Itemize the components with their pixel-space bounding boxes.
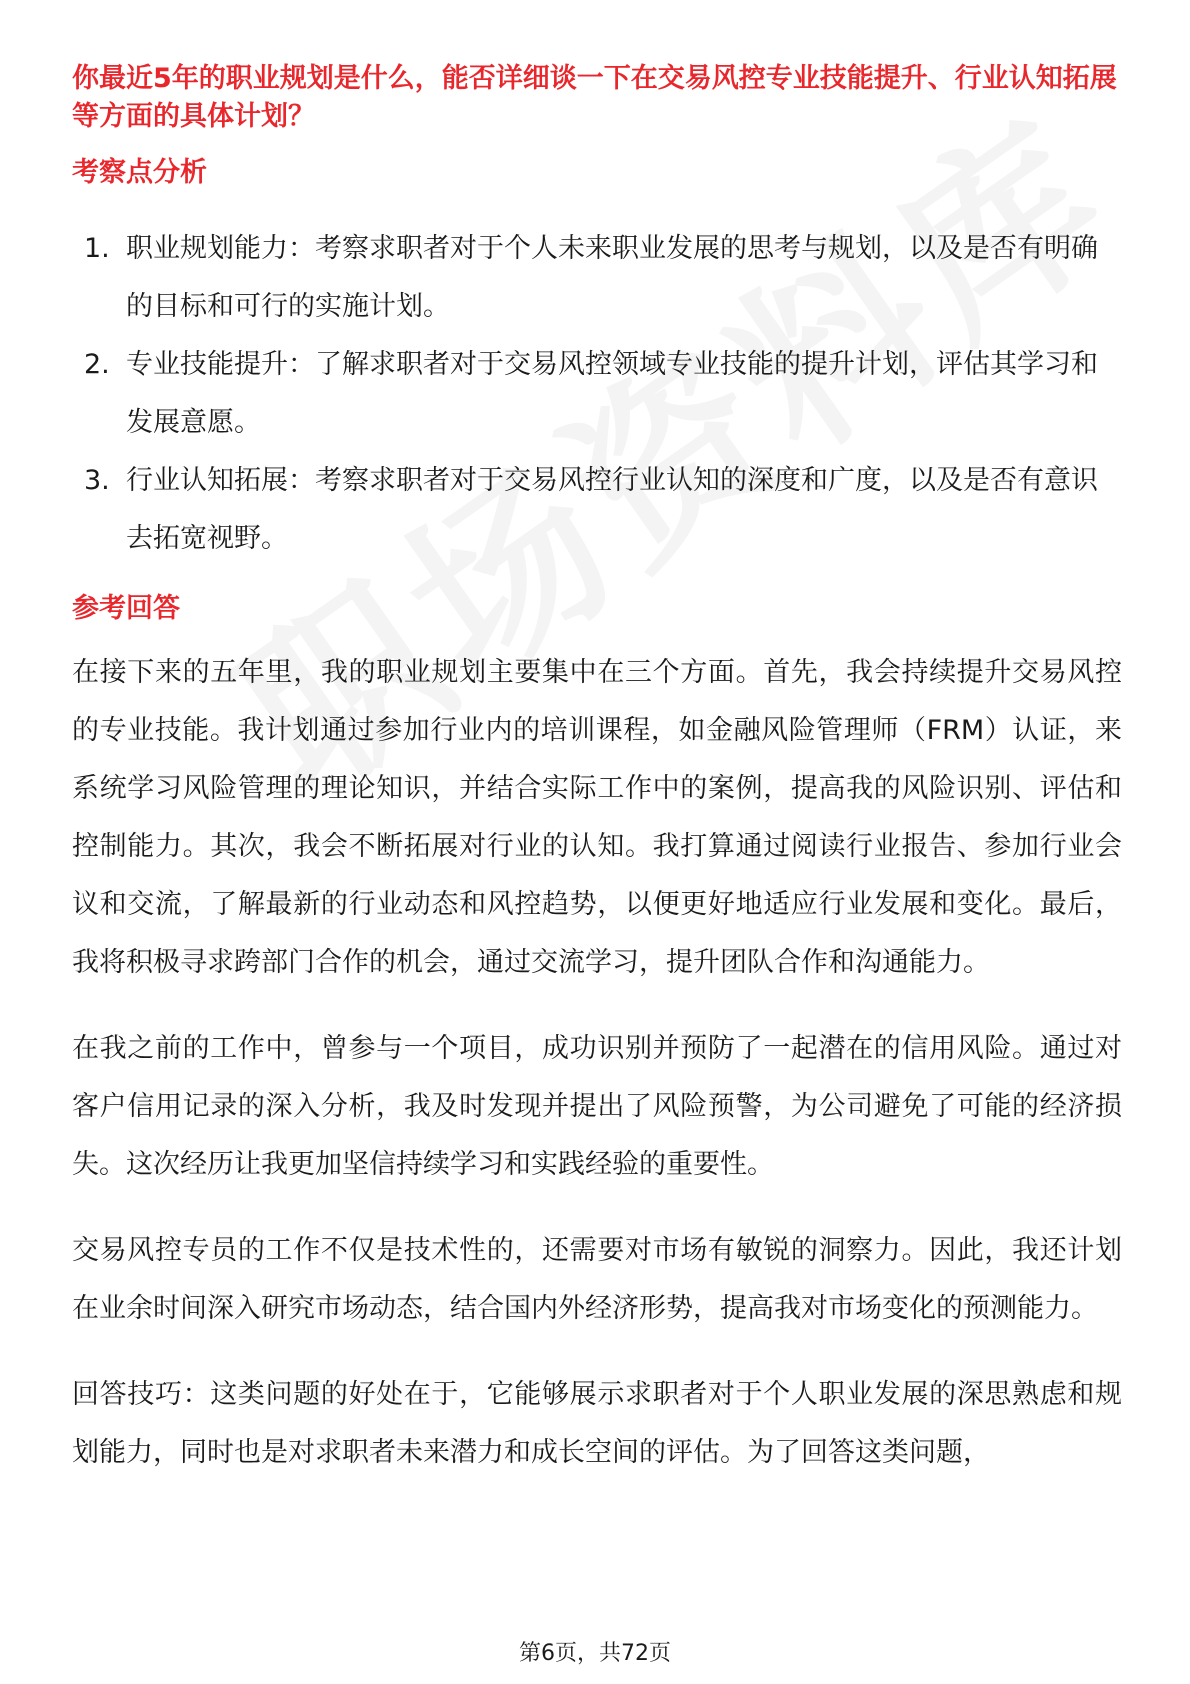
list-item-number: 1. <box>84 233 110 264</box>
analysis-title: 考察点分析 <box>72 157 207 188</box>
list-item-text: 专业技能提升：了解求职者对于交易风控领域专业技能的提升计划，评估其学习和发展意愿。 <box>126 349 1098 438</box>
answer-paragraph: 交易风控专员的工作不仅是技术性的，还需要对市场有敏锐的洞察力。因此，我还计划在业余时间深入研究市场动态，结合国内外经济形势，提高我对市场变化的预测能力。 <box>72 1235 1122 1324</box>
answer-tips-paragraph: 回答技巧：这类问题的好处在于，它能够展示求职者对于个人职业发展的深思熟虑和规划能力，同时也是对求职者未来潜力和成长空间的评估。为了回答这类问题， <box>72 1379 1122 1468</box>
list-item-number: 2. <box>84 349 110 380</box>
question-heading: 你最近5年的职业规划是什么，能否详细谈一下在交易风控专业技能提升、行业认知拓展等方面的具体计划？ <box>72 63 1117 132</box>
list-item <box>72 452 1122 568</box>
list-item <box>72 336 1122 452</box>
document-body <box>72 60 1122 1482</box>
analysis-points-list <box>72 220 1122 568</box>
list-item-text: 职业规划能力：考察求职者对于个人未来职业发展的思考与规划，以及是否有明确的目标和可行的实施计划。 <box>126 233 1098 322</box>
list-item-text: 行业认知拓展：考察求职者对于交易风控行业认知的深度和广度，以及是否有意识去拓宽视野。 <box>126 465 1098 554</box>
page-number-footer: 第6页，共72页 <box>519 1641 671 1666</box>
list-item <box>72 220 1122 336</box>
answer-title: 参考回答 <box>72 593 180 624</box>
answer-paragraph: 在我之前的工作中，曾参与一个项目，成功识别并预防了一起潜在的信用风险。通过对客户信用记录的深入分析，我及时发现并提出了风险预警，为公司避免了可能的经济损失。这次经历让我更加坚信持续学习和实践经验的重要性。 <box>72 1033 1122 1180</box>
list-item-number: 3. <box>84 465 110 496</box>
answer-paragraph: 在接下来的五年里，我的职业规划主要集中在三个方面。首先，我会持续提升交易风控的专业技能。我计划通过参加行业内的培训课程，如金融风险管理师（FRM）认证，来系统学习风险管理的理论知识，并结合实际工作中的案例，提高我的风险识别、评估和控制能力。其次，我会不断拓展对行业的认知。我打算通过阅读行业报告、参加行业会议和交流，了解最新的行业动态和风控趋势，以便更好地适应行业发展和变化。最后，我将积极寻求跨部门合作的机会，通过交流学习，提升团队合作和沟通能力。 <box>72 657 1122 978</box>
